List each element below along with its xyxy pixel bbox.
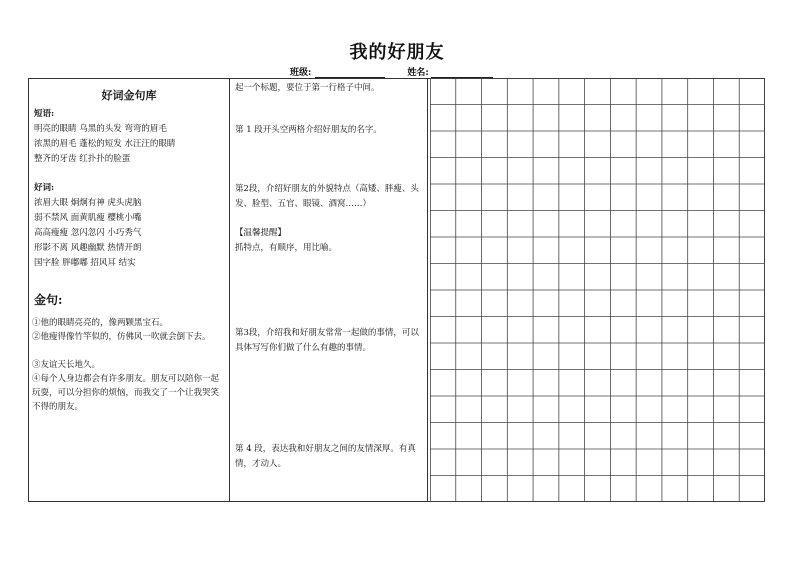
class-label: 班级: (290, 68, 312, 78)
guide-step-3: 第3段，介绍我和好朋友常常一起做的事情，可以具体写写你们做了什么有趣的事情。 (235, 328, 419, 353)
phrase-line: 明亮的眼睛 乌黑的头发 弯弯的眉毛 (34, 124, 167, 134)
sentences-label: 金句: (34, 293, 63, 307)
word-line: 国字脸 胖嘟嘟 招风耳 结实 (34, 258, 136, 268)
sentence-item: ④每个人身边都会有许多朋友。朋友可以陪你一起玩耍，可以分担你的烦恼，而我交了一个让我哭笑不得的朋友。 (32, 374, 220, 412)
name-label: 姓名: (407, 68, 429, 78)
guide-step-2: 第2段，介绍好朋友的外貌特点（高矮、胖瘦、头发、脸型、五官、眼镜、酒窝……） (235, 184, 419, 209)
phrase-line: 浓黑的眉毛 蓬松的短发 水汪汪的眼睛 (34, 139, 176, 149)
guide-intro: 起一个标题，要位于第一行格子中间。 (235, 83, 380, 93)
class-field[interactable] (315, 69, 385, 78)
words-label: 好词: (34, 183, 55, 193)
name-field[interactable] (431, 69, 493, 78)
library-title: 好词金句库 (101, 89, 157, 102)
sentence-item: ①他的眼睛亮亮的，像两颗黑宝石。 (32, 318, 169, 328)
writing-grid[interactable] (430, 78, 765, 502)
word-line: 弱不禁风 面黄肌瘦 樱桃小嘴 (34, 213, 142, 223)
page-title: 我的好朋友 (349, 42, 445, 63)
phrases-label: 短语: (34, 109, 55, 119)
word-line: 高高瘦瘦 忽闪忽闪 小巧秀气 (34, 228, 142, 238)
phrase-line: 整齐的牙齿 红扑扑的脸蛋 (34, 154, 131, 164)
sentence-item: ③友谊天长地久。 (32, 360, 101, 370)
guide-step-1: 第 1 段开头空两格介绍好朋友的名字。 (235, 125, 382, 135)
sentence-item: ②他瘦得像竹竿似的，仿佛风一吹就会倒下去。 (32, 332, 211, 342)
word-library-column (28, 78, 230, 502)
tip-label: 【温馨提醒】 (235, 228, 287, 238)
writing-grid-lines (430, 78, 765, 502)
word-line: 形影不离 风趣幽默 热情开朗 (34, 243, 142, 253)
writing-guide-column (230, 78, 428, 502)
tip-text: 抓特点，有顺序，用比喻。 (235, 243, 338, 253)
word-line: 浓眉大眼 炯炯有神 虎头虎脑 (34, 198, 142, 208)
guide-step-4: 第 4 段，表达我和好朋友之间的友情深厚。有真情，才动人。 (235, 444, 416, 469)
student-info (290, 65, 493, 78)
